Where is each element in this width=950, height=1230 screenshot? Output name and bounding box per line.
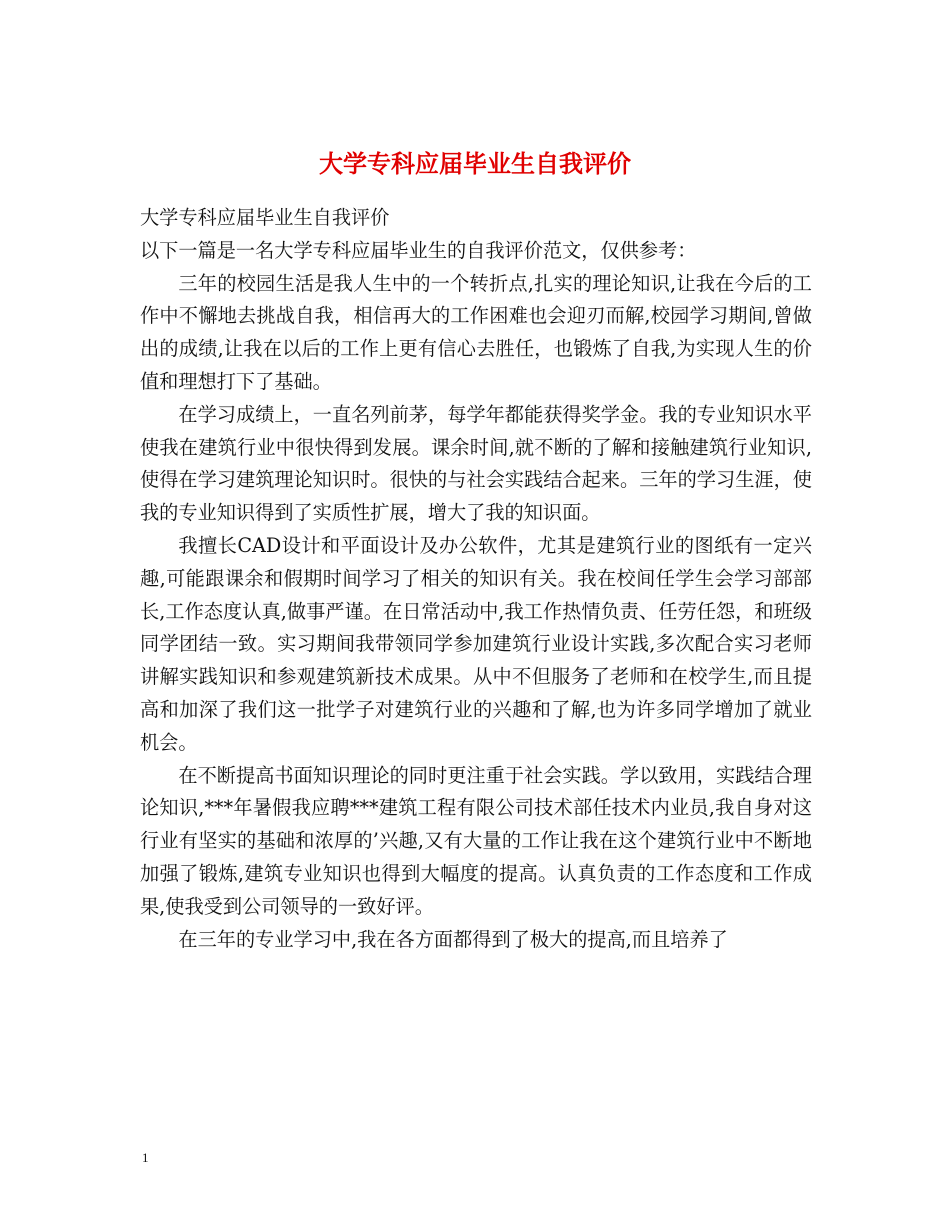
paragraph-skills: 我擅长CAD设计和平面设计及办公软件，尤其是建筑行业的图纸有一定兴趣,可能跟课余和假期时间学习了相关的知识有关。我在校间任学生会学习部部长,工作态度认真,做事严谨。在日常活动中,我工作热情负责、任劳任怨，和班级同学团结一致。实习期间我带领同学参加建筑行业设计实践,多次配合实习老师讲解实践知识和参观建筑新技术成果。从中不但服务了老师和在校学生,而且提高和加深了我们这一批学子对建筑行业的兴趣和了解,也为许多同学增加了就业机会。 [140,533,812,754]
paragraph-academics: 在学习成绩上，一直名列前茅，每学年都能获得奖学金。我的专业知识水平使我在建筑行业中很快得到发展。课余时间,就不断的了解和接触建筑行业知识,使得在学习建筑理论知识时。很快的与社会实践结合起来。三年的学习生涯，使我的专业知识得到了实质性扩展，增大了我的知识面。 [140,402,812,525]
intro-line: 以下一篇是一名大学专科应届毕业生的自我评价范文，仅供参考： [140,238,697,262]
paragraph-conclusion: 在三年的专业学习中,我在各方面都得到了极大的提高,而且培养了 [178,927,728,951]
body-heading-line: 大学专科应届毕业生自我评价 [140,206,390,229]
paragraph-practice: 在不断提高书面知识理论的同时更注重于社会实践。学以致用，实践结合理论知识,***年暑假我应聘***建筑工程有限公司技术部任技术内业员,我自身对这行业有坚实的基础和浓厚的’兴趣,又有大量的工作让我在这个建筑行业中不断地加强了锻炼,建筑专业知识也得到大幅度的提高。认真负责的工作态度和工作成果,使我受到公司领导的一致好评。 [140,763,812,918]
page-number: 1 [142,1150,149,1165]
document-body [140,202,812,956]
document-title: 大学专科应届毕业生自我评价 [319,150,631,179]
paragraph-campus-life: 三年的校园生活是我人生中的一个转折点,扎实的理论知识,让我在今后的工作中不懈地去挑战自我，相信再大的工作困难也会迎刃而解,校园学习期间,曾做出的成绩,让我在以后的工作上更有信心去胜任，也锻炼了自我,为实现人生的价值和理想打下了基础。 [140,271,812,393]
